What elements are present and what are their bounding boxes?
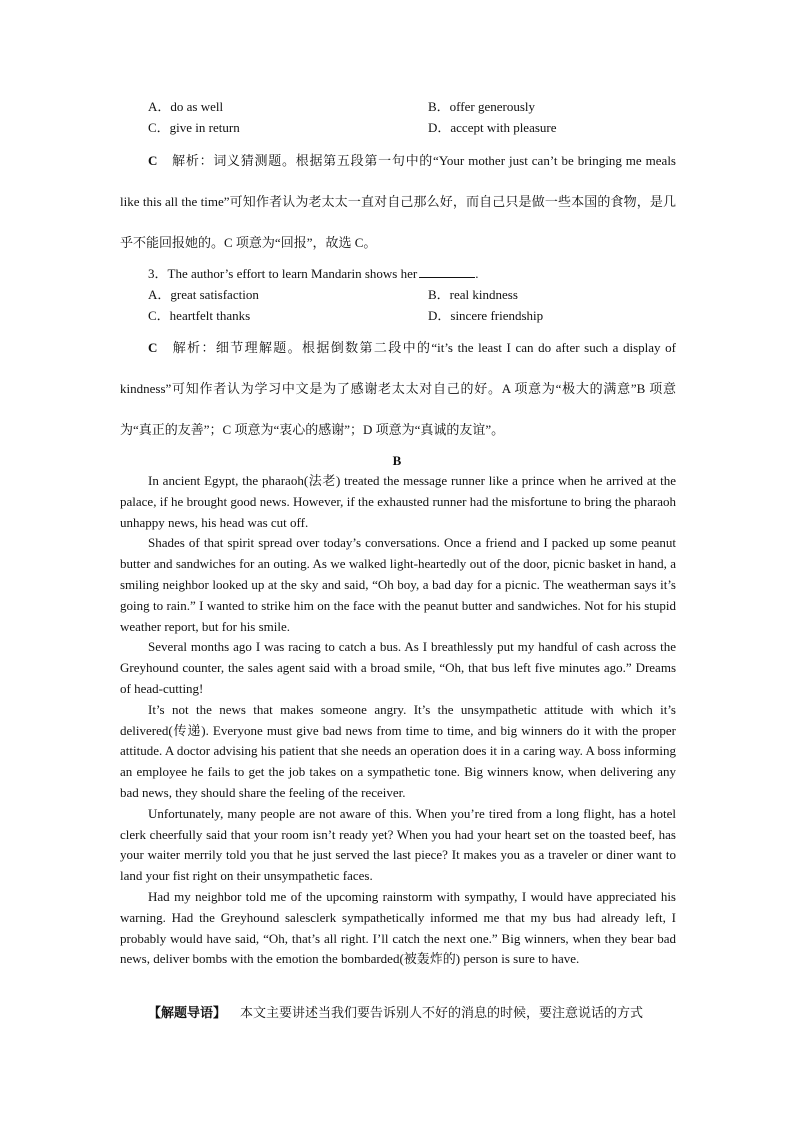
q2-option-a: A．do as well (148, 99, 224, 114)
q3-options-row-1 (148, 284, 708, 305)
q3-stem-text: 3．The author’s effort to learn Mandarin shows her (148, 266, 418, 281)
q2-options (148, 96, 708, 138)
q3-stem-end: . (475, 266, 479, 281)
guide-text: 本文主要讲述当我们要告诉别人不好的消息的时候，要注意说话的方式 (240, 1005, 644, 1020)
q2-option-d: D．accept with pleasure (428, 120, 557, 135)
q2-options-row-1 (148, 96, 708, 117)
q2-answer: C (148, 153, 158, 168)
q3-option-c: C．heartfelt thanks (148, 308, 251, 323)
passage-paragraph-6: Had my neighbor told me of the upcoming rainstorm with sympathy, I would have appreciated his warning. Had the Greyhound salesclerk sympathetically informed me that my bus had already left, I probably would have said, “Oh, that’s all right. I’ll catch the next one.” Big winners, when they bear bad news, deliver bombs with the emotion the bombarded(被轰炸的) person is sure to have. (120, 888, 676, 967)
q2-options-row-2 (148, 117, 708, 138)
passage-paragraph-5: Unfortunately, many people are not aware of this. When you’re tired from a long flight, has a hotel clerk cheerfully said that your room isn’t ready yet? When you had your heart set on the toasted beef, has your waiter merrily told you that he just served the last piece? It makes you as a traveler or diner want to land your fist right on their unsympathetic faces. (120, 805, 676, 884)
q3-option-b: B．real kindness (428, 287, 518, 302)
reading-passage (120, 471, 676, 970)
passage-paragraph-2: Shades of that spirit spread over today’s conversations. Once a friend and I packed up some peanut butter and sandwiches for an outing. As we walked light-heartedly out of the door, picnic basket in hand, a smiling neighbor looked up at the sky and said, “Oh boy, a bad day for a picnic. The weatherman says it’s going to rain.” I wanted to strike him on the face with the peanut butter and sandwiches. Not for his stupid weather report, but for his smile. (120, 535, 676, 634)
q2-analysis (120, 140, 676, 263)
guide-tag: 【解题导语】 (148, 1005, 227, 1020)
passage-paragraph-3: Several months ago I was racing to catch a bus. As I breathlessly put my handful of cash across the Greyhound counter, the sales agent said with a broad smile, “Oh, that bus left five minutes ago.” Dreams of head-cutting! (120, 639, 676, 696)
q3-analysis (120, 327, 676, 450)
passage-paragraph-4: It’s not the news that makes someone angry. It’s the unsympathetic attitude with which it’s delivered(传递). Everyone must give bad news from time to time, and big winners do it with the proper attitude. A doctor advising his patient that she needs an operation does it in a caring way. A boss informing an employee he fails to get the job takes on a sympathetic tone. Big winners know, when delivering any bad news, they should share the feeling of the receiver. (120, 701, 676, 800)
passage-paragraph-1: In ancient Egypt, the pharaoh(法老) treated the message runner like a prince when he arrived at the palace, if he brought good news. However, if the exhausted runner had the misfortune to bring the pharaoh unhappy news, his head was cut off. (120, 473, 676, 530)
q3-option-a: A．great satisfaction (148, 287, 259, 302)
q3-analysis-text: 解析：细节理解题。根据倒数第二段中的“it’s the least I can do after such a display of kindness”可知作者认为学习中文是为了感谢老太太对自己的好。A 项意为“极大的满意”B 项意为“真正的友善”；C 项意为“衷心的感谢”；D 项意为“真诚的友谊”。 (120, 340, 676, 437)
q3-stem (148, 263, 478, 284)
q3-answer: C (148, 340, 158, 355)
q2-option-c: C．give in return (148, 120, 240, 135)
q2-analysis-text: 解析：词义猜测题。根据第五段第一句中的“Your mother just can’t be bringing me meals like this all the time”可知作者认为老太太一直对自己那么好，而自己只是做一些本国的食物，是几乎不能回报她的。C 项意为“回报”，故选 C。 (120, 153, 676, 250)
q3-options (148, 284, 708, 326)
q2-option-b: B．offer generously (428, 99, 535, 114)
q3-options-row-2 (148, 305, 708, 326)
q3-option-d: D．sincere friendship (428, 308, 544, 323)
q3-blank (419, 264, 475, 278)
section-heading: B (392, 453, 402, 468)
guide-line (148, 1002, 688, 1023)
